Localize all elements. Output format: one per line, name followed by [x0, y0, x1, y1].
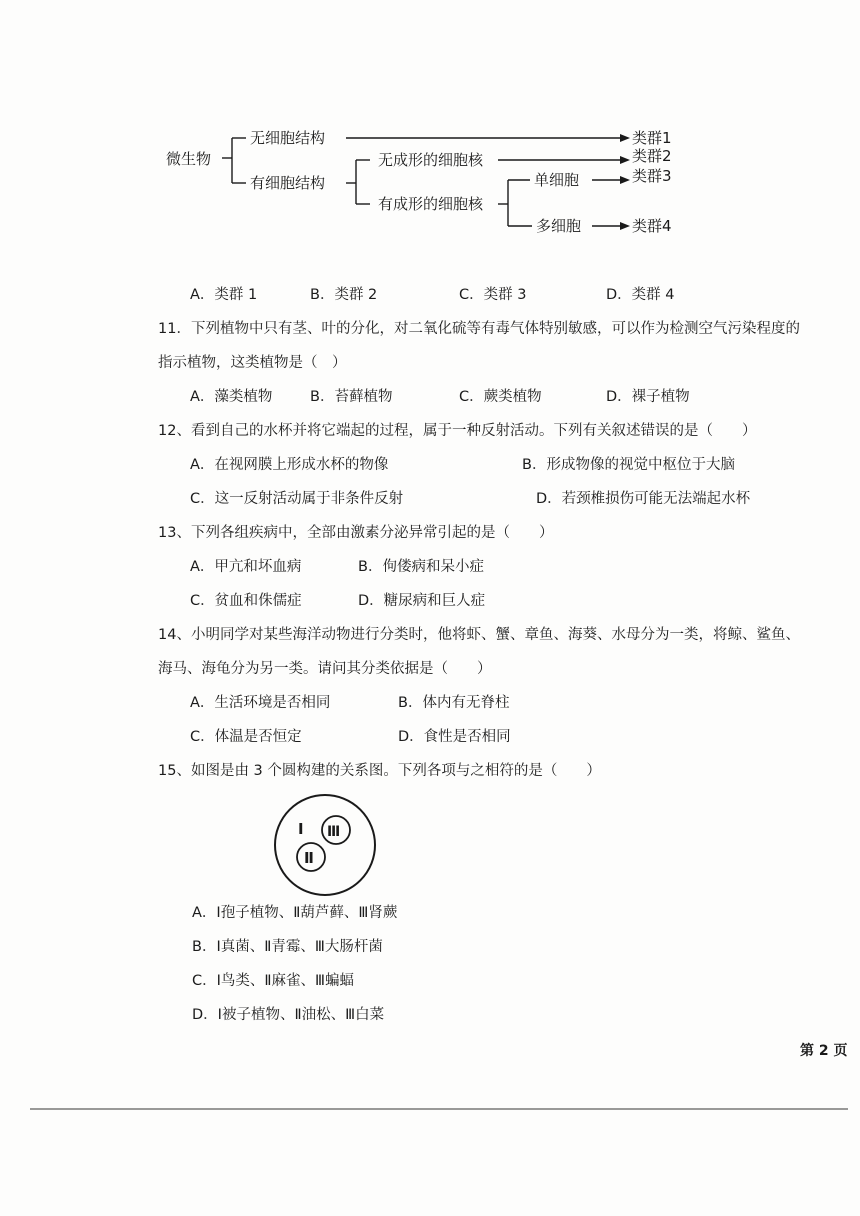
- diagram-group-1: 类群1: [632, 129, 672, 147]
- scan-edge-line: [30, 1108, 848, 1110]
- microorganism-classification-diagram: [160, 118, 680, 248]
- q12-option-c: C．这一反射活动属于非条件反射: [190, 491, 404, 507]
- q15-stem: 15、如图是由 3 个圆构建的关系图。下列各项与之相符的是（ ）: [158, 763, 601, 779]
- q11-option-c: C．蕨类植物: [459, 389, 542, 405]
- q15-option-c: C．Ⅰ鸟类、Ⅱ麻雀、Ⅲ蝙蝠: [192, 973, 355, 989]
- diagram-no-cell-label: 无细胞结构: [250, 129, 326, 147]
- three-circle-relation-diagram: [270, 790, 380, 900]
- q10-option-c: C．类群 3: [459, 287, 527, 303]
- q13-stem: 13、下列各组疾病中，全部由激素分泌异常引起的是（ ）: [158, 525, 554, 541]
- q11-stem-line2: 指示植物，这类植物是（ ）: [158, 355, 347, 371]
- q11-stem-line1: 11．下列植物中只有茎、叶的分化，对二氧化硫等有毒气体特别敏感，可以作为检测空气污染程度的: [158, 321, 800, 337]
- q13-option-c: C．贫血和侏儒症: [190, 593, 302, 609]
- q14-option-c: C．体温是否恒定: [190, 729, 302, 745]
- diagram-root-label: 微生物: [166, 150, 212, 168]
- q12-option-d: D．若颈椎损伤可能无法端起水杯: [536, 491, 751, 507]
- q15-option-b: B．Ⅰ真菌、Ⅱ青霉、Ⅲ大肠杆菌: [192, 939, 383, 955]
- q12-stem: 12、看到自己的水杯并将它端起的过程，属于一种反射活动。下列有关叙述错误的是（ ）: [158, 423, 757, 439]
- circle-label-3: Ⅲ: [327, 824, 341, 840]
- diagram-group-3: 类群3: [632, 167, 672, 185]
- q13-option-a: A．甲亢和坏血病: [190, 559, 302, 575]
- diagram-cell-label: 有细胞结构: [250, 174, 326, 192]
- q14-option-d: D．食性是否相同: [398, 729, 511, 745]
- q14-option-b: B．体内有无脊柱: [398, 695, 510, 711]
- circle-label-2: Ⅱ: [304, 849, 314, 867]
- diagram-single-cell-label: 单细胞: [534, 171, 580, 189]
- q14-option-a: A．生活环境是否相同: [190, 695, 331, 711]
- q10-option-a: A．类群 1: [190, 287, 258, 303]
- q11-option-d: D．裸子植物: [606, 389, 690, 405]
- q15-option-a: A．Ⅰ孢子植物、Ⅱ葫芦藓、Ⅲ肾蕨: [192, 905, 398, 921]
- q14-stem-line1: 14、小明同学对某些海洋动物进行分类时，他将虾、蟹、章鱼、海葵、水母分为一类，将鲸、鲨鱼、: [158, 627, 800, 643]
- diagram-has-nucleus-label: 有成形的细胞核: [378, 195, 484, 213]
- page-number: 第 2 页: [800, 1043, 848, 1059]
- q15-option-d: D．Ⅰ被子植物、Ⅱ油松、Ⅲ白菜: [192, 1007, 385, 1023]
- q13-option-b: B．佝偻病和呆小症: [358, 559, 484, 575]
- q11-option-b: B．苔藓植物: [310, 389, 393, 405]
- diagram-group-2: 类群2: [632, 147, 672, 165]
- q11-option-a: A．藻类植物: [190, 389, 273, 405]
- circle-label-1: Ⅰ: [298, 820, 304, 838]
- diagram-group-4: 类群4: [632, 217, 672, 235]
- q10-option-d: D．类群 4: [606, 287, 675, 303]
- diagram-no-nucleus-label: 无成形的细胞核: [378, 151, 484, 169]
- q13-option-d: D．糖尿病和巨人症: [358, 593, 486, 609]
- q12-option-b: B．形成物像的视觉中枢位于大脑: [522, 457, 735, 473]
- bleed-through-text: [510, 38, 514, 53]
- diagram-multi-cell-label: 多细胞: [536, 217, 582, 235]
- q14-stem-line2: 海马、海龟分为另一类。请问其分类依据是（ ）: [158, 661, 492, 677]
- q12-option-a: A．在视网膜上形成水杯的物像: [190, 457, 389, 473]
- q10-option-b: B．类群 2: [310, 287, 378, 303]
